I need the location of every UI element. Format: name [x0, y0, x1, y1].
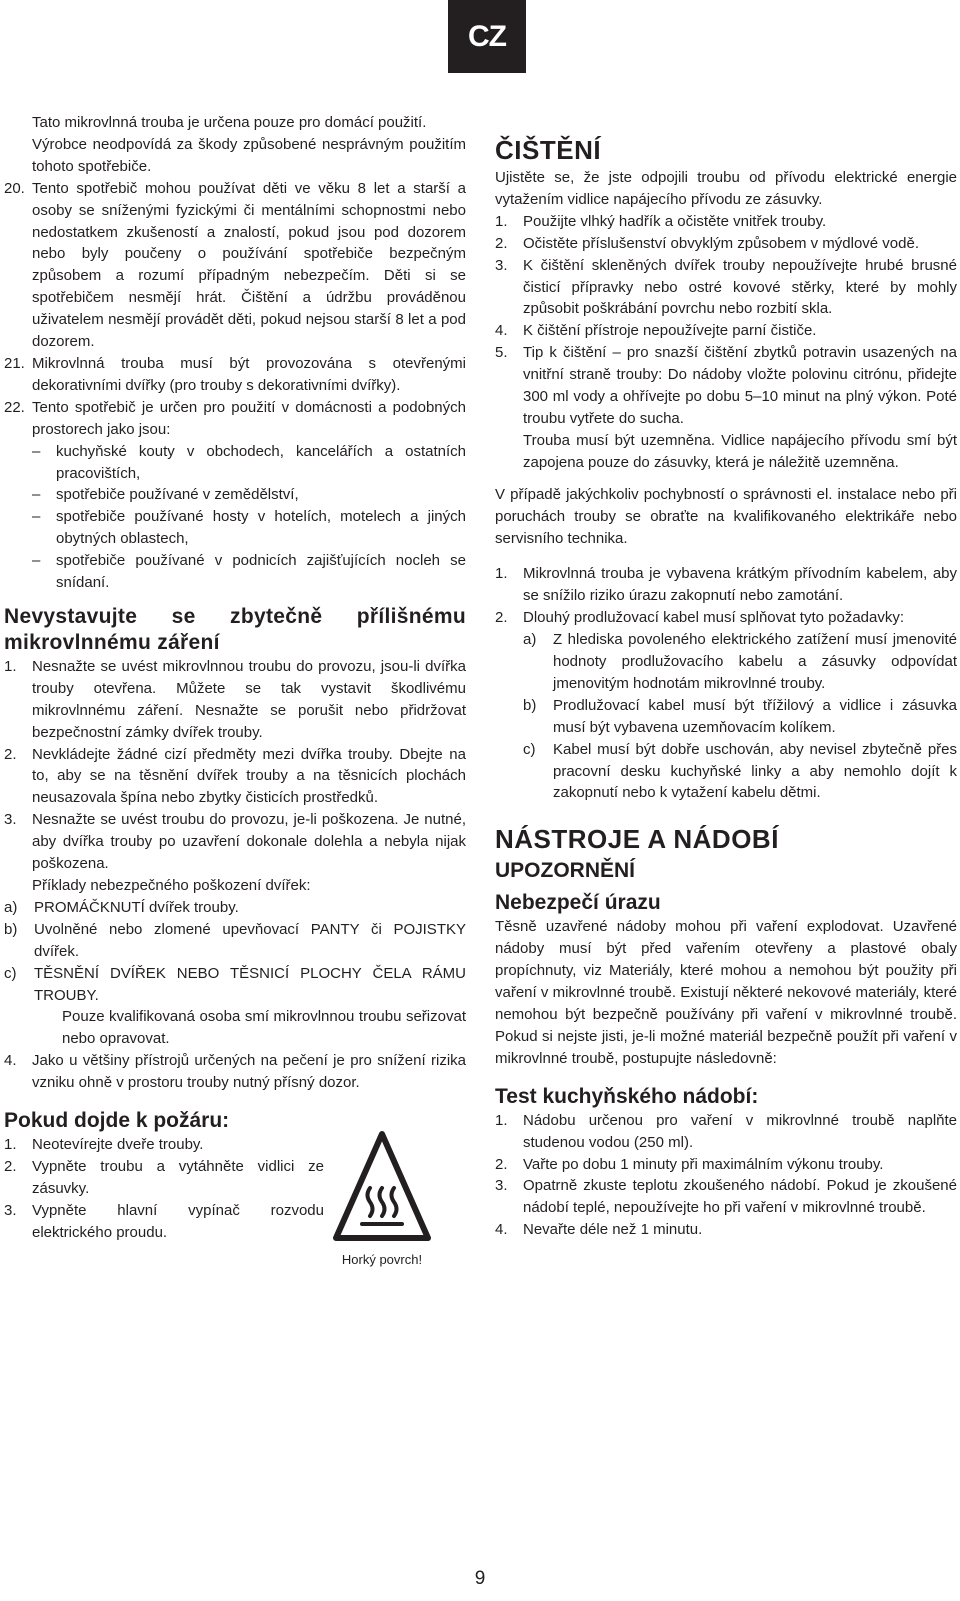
list-item	[4, 809, 466, 875]
grounding-note: Trouba musí být uzemněna. Vidlice napájecího přívodu smí být zapojena pouze do zásuvky, která je náležitě uzemněna.	[523, 431, 957, 471]
sub-list-text: spotřebiče používané v zemědělství,	[56, 486, 299, 504]
sub-list-letter: b)	[4, 920, 18, 938]
sub-list-letter: c)	[523, 740, 536, 758]
list-number: 3.	[4, 811, 17, 829]
heading-tools: NÁSTROJE A NÁDOBÍ	[495, 824, 779, 855]
list-item	[4, 656, 466, 744]
list-number: 1.	[495, 565, 508, 583]
list-item	[495, 1175, 957, 1219]
sub-list-letter: a)	[523, 631, 537, 649]
sub-list-item	[4, 897, 466, 919]
hot-surface-label: Horký povrch!	[341, 1252, 423, 1267]
right-column	[495, 133, 957, 1241]
left-column	[4, 112, 466, 1244]
list-text: K čištění přístroje nepoužívejte parní čističe.	[523, 322, 817, 340]
list-item-21	[4, 353, 466, 397]
list-item-20	[4, 178, 466, 353]
list-item	[495, 255, 957, 321]
list-number: 1.	[4, 657, 17, 675]
sub-list-text: kuchyňské kouty v obchodech, kancelářích a ostatních pracovištích,	[56, 442, 466, 482]
sub-list-text: TĚSNĚNÍ DVÍŘEK NEBO TĚSNICÍ PLOCHY ČELA RÁMU TROUBY.	[34, 964, 466, 1004]
sub-list-text: spotřebiče používané v podnicích zajišťujících nocleh se snídaní.	[56, 552, 466, 592]
cleaning-intro: Ujistěte se, že jste odpojili troubu od přívodu elektrické energie vytažením vidlice napájecího přívodu ze zásuvky.	[495, 169, 957, 208]
examples-label: Příklady nebezpečného poškození dvířek:	[32, 877, 311, 894]
sub-list-letter: b)	[523, 696, 537, 714]
list-number: 21.	[4, 354, 25, 372]
list-text: Dlouhý prodlužovací kabel musí splňovat tyto požadavky:	[523, 609, 905, 627]
list-item	[495, 1110, 957, 1154]
list-text: Nesnažte se uvést troubu do provozu, je-li poškozena. Je nutné, aby dvířka trouby po uzavření dokonale dolehla a nebyla nijak poškozena.	[32, 811, 466, 873]
list-number: 2.	[495, 609, 508, 627]
sub-list-item	[4, 919, 466, 963]
list-number: 22.	[4, 398, 25, 416]
list-text: Vařte po dobu 1 minuty při maximálním výkonu trouby.	[523, 1155, 884, 1173]
tools-paragraph: Těsně uzavřené nádoby mohou při vaření explodovat. Uzavřené nádoby musí být před vařením otevřeny a plastové obaly propíchnuty, viz Materiály, které mohou a nemohou být použity při vaření v mikrovlnné troubě. Existují některé nekovové materiály, které nemohou být bezpečně používány při vaření v mikrovlnné troubě. Pokud si nejste jisti, je-li možné materiál bezpečně použít při vaření v mikrovlnné troubě, postupujte následovně:	[495, 918, 957, 1067]
list-text: Nevařte déle než 1 minutu.	[523, 1221, 703, 1239]
list-item	[4, 744, 466, 810]
sub-list-text: spotřebiče používané hosty v hotelích, motelech a jiných obytných oblastech,	[56, 508, 466, 548]
list-item-22	[4, 397, 466, 441]
list-text: Tip k čištění – pro snazší čištění zbytků potravin usazených na vnitřní straně trouby: Do nádoby vložte polovinu citrónu, přidejte 300 ml vody a ohřívejte po dobu 5–10 minut na plný výkon. Poté troubu vytřete do sucha.	[523, 344, 957, 427]
language-badge	[448, 0, 526, 73]
list-text: Opatrně zkuste teplotu zkoušeného nádobí. Pokud je zkoušené nádobí teplé, nepoužívejte ho při vaření v mikrovlnné troubě.	[523, 1177, 957, 1217]
list-number: 3.	[4, 1201, 17, 1219]
sub-list-text: Prodlužovací kabel musí být třížilový a vidlice i zásuvka musí být vybavena uzemňovacím kolíkem.	[553, 696, 957, 736]
sub-list-letter: c)	[4, 964, 17, 982]
heading-cookware-test: Test kuchyňského nádobí:	[495, 1084, 759, 1108]
heading-fire: Pokud dojde k požáru:	[4, 1109, 230, 1133]
qualified-person-note: Pouze kvalifikovaná osoba smí mikrovlnnou troubu seřizovat nebo opravovat.	[62, 1008, 466, 1048]
sub-list-text: PROMÁČKNUTÍ dvířek trouby.	[34, 898, 239, 916]
sub-list-item	[4, 484, 466, 506]
list-text: Nevkládejte žádné cizí předměty mezi dvířka trouby. Dbejte na to, aby se na těsnění dvířek trouby a na těsnicích plochách neusazovala špína nebo zbytky čisticích prostředků.	[32, 745, 466, 807]
list-number: 4.	[495, 1221, 508, 1239]
list-number: 20.	[4, 179, 25, 197]
sub-list-text: Kabel musí být dobře uschován, aby nevisel zbytečně přes pracovní desku kuchyňské linky a aby nemohlo dojít k zakopnutí nebo k vytažení kabelu dětmi.	[553, 740, 957, 802]
list-item	[4, 1156, 324, 1200]
list-text: Očistěte příslušenství obvyklým způsobem v mýdlové vodě.	[523, 234, 919, 252]
list-item	[4, 1134, 324, 1156]
sub-list-item	[4, 550, 466, 594]
list-item	[4, 1050, 466, 1094]
list-number: 2.	[4, 745, 17, 763]
list-item	[495, 233, 957, 255]
language-badge-label: CZ	[468, 19, 506, 53]
list-text: Mikrovlnná trouba musí být provozována s otevřenými dekorativními dvířky (pro trouby s dekorativními dvířky).	[32, 354, 466, 394]
sub-list-item	[495, 695, 957, 739]
list-number: 2.	[495, 234, 508, 252]
list-text: Nesnažte se uvést mikrovlnnou troubu do provozu, jsou-li dvířka trouby otevřena. Můžete se tak vystavit škodlivému mikrovlnnému záření. Nesnažte se porušit nebo přidržovat bezpečnostní zámky dvířek trouby.	[32, 657, 466, 741]
list-text: Tento spotřebič mohou používat děti ve věku 8 let a starší a osoby se sníženými fyzickými či mentálními schopnostmi nebo nedostatkem zkušeností a znalostí, pokud jsou pod dozorem nebo byly poučeny o používání spotřebiče bezpečným způsobem a rozumí případným nebezpečím. Děti si se spotřebičem nesmějí hrát. Čištění a údržbu prováděnou uživatelem nesmějí provádět děti, pokud nejsou starší 8 let a pod dozorem.	[32, 179, 466, 351]
list-item	[495, 607, 957, 629]
list-number: 3.	[495, 256, 508, 274]
list-number: 1.	[495, 212, 508, 230]
sub-list-item	[495, 629, 957, 695]
dash-bullet: –	[32, 486, 41, 504]
sub-list-item	[4, 963, 466, 1007]
sub-list-item	[4, 506, 466, 550]
list-item	[495, 342, 957, 430]
fire-list	[4, 1134, 324, 1244]
list-text: Vypněte troubu a vytáhněte vidlici ze zásuvky.	[32, 1157, 324, 1197]
dash-bullet: –	[32, 508, 41, 526]
list-text: K čištění skleněných dvířek trouby nepoužívejte hrubé brusné čisticí přípravky nebo ostré kovové stěrky, které by mohly způsobit poškrábání povrchu nebo rozbití skla.	[523, 256, 957, 318]
list-number: 3.	[495, 1177, 508, 1195]
list-text: Jako u většiny přístrojů určených na pečení je pro snížení rizika vzniku ohně v prostoru trouby nutný přísný dozor.	[32, 1052, 466, 1092]
heading-warning: UPOZORNĚNÍ	[495, 859, 636, 883]
heading-microwave-exposure: Nevystavujte se zbytečně přílišnému mikrovlnnému záření	[4, 604, 466, 654]
hot-surface-warning	[332, 1130, 462, 1280]
list-item	[4, 1200, 324, 1244]
intro-paragraph-1: Tato mikrovlnná trouba je určena pouze pro domácí použití.	[32, 114, 427, 131]
list-text: Mikrovlnná trouba je vybavena krátkým přívodním kabelem, aby se snížilo riziko úrazu zakopnutí nebo zamotání.	[523, 565, 957, 605]
dash-bullet: –	[32, 552, 41, 570]
list-item	[495, 320, 957, 342]
list-item	[495, 211, 957, 233]
hot-surface-warning-icon	[332, 1130, 432, 1245]
list-text: Tento spotřebič je určen pro použití v domácnosti a podobných prostorech jako jsou:	[32, 398, 466, 438]
sub-list-text: Z hlediska povoleného elektrického zatížení musí jmenovité hodnoty prodlužovacího kabelu a zásuvky odpovídat jmenovitým hodnotám mikrovlnné trouby.	[553, 631, 957, 692]
sub-list-item	[4, 441, 466, 485]
dash-bullet: –	[32, 442, 41, 460]
list-text: Neotevírejte dveře trouby.	[32, 1136, 204, 1154]
list-number: 1.	[495, 1111, 508, 1129]
sub-list-letter: a)	[4, 898, 18, 916]
list-text: Nádobu určenou pro vaření v mikrovlnné troubě naplňte studenou vodou (250 ml).	[523, 1111, 957, 1151]
page-number: 9	[474, 1568, 486, 1589]
intro-paragraph-2: Výrobce neodpovídá za škody způsobené nesprávným použitím tohoto spotřebiče.	[32, 135, 466, 175]
heading-danger: Nebezpečí úrazu	[495, 891, 661, 915]
heading-cleaning: ČIŠTĚNÍ	[495, 135, 602, 165]
sub-list-text: Uvolněné nebo zlomené upevňovací PANTY či POJISTKY dvířek.	[34, 920, 466, 960]
list-item	[495, 1219, 957, 1241]
list-number: 2.	[4, 1157, 17, 1175]
electrician-note: V případě jakýchkoliv pochybností o správnosti el. instalace nebo při poruchách trouby se obraťte na kvalifikovaného elektrikáře nebo servisního technika.	[495, 485, 957, 547]
list-number: 4.	[4, 1052, 17, 1070]
list-number: 4.	[495, 322, 508, 340]
list-number: 5.	[495, 344, 508, 362]
list-number: 1.	[4, 1136, 17, 1154]
sub-list-item	[495, 739, 957, 805]
list-item	[495, 563, 957, 607]
list-text: Vypněte hlavní vypínač rozvodu elektrického proudu.	[32, 1201, 324, 1241]
list-item	[495, 1154, 957, 1176]
list-text: Použijte vlhký hadřík a očistěte vnitřek trouby.	[523, 212, 827, 230]
list-number: 2.	[495, 1155, 508, 1173]
